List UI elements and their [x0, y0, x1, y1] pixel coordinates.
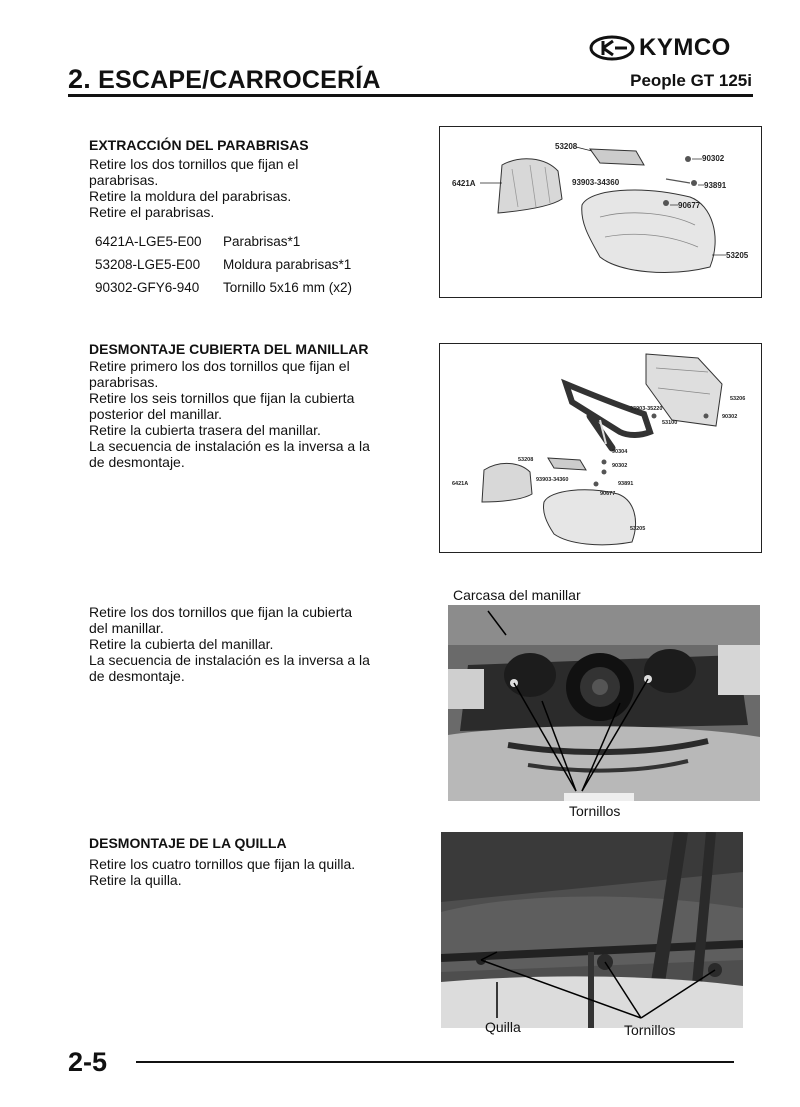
text-line: Retire la cubierta trasera del manillar.: [89, 422, 321, 438]
part-code: 6421A-LGE5-E00: [95, 234, 202, 249]
photo-label-screws: Tornillos: [569, 803, 621, 819]
text-line: Retire los cuatro tornillos que fijan la quilla.: [89, 856, 356, 872]
figure-label: 90677: [678, 201, 701, 210]
photo-label-keel-screws: Tornillos: [624, 1022, 676, 1038]
figure-label: 90302: [612, 463, 628, 469]
figure-label: 90302: [702, 154, 725, 163]
kymco-logo-icon: [589, 35, 635, 61]
photo-label-keel: Quilla: [485, 1019, 521, 1035]
chapter-number: 2.: [68, 64, 91, 94]
photo-label-handlebar-housing: Carcasa del manillar: [453, 587, 581, 603]
figure-label: 53208: [555, 142, 578, 151]
text-line: Retire los seis tornillos que fijan la cubierta: [89, 390, 355, 406]
parts-row: [95, 234, 352, 257]
part-name: Moldura parabrisas*1: [223, 257, 352, 272]
handlebar-photo-art: [448, 605, 760, 801]
brand-name: KYMCO: [639, 34, 731, 61]
part-name: Tornillo 5x16 mm (x2): [223, 280, 353, 295]
part-code: 53208-LGE5-E00: [95, 257, 201, 272]
chapter-title: [68, 64, 381, 95]
figure-label: 53208: [518, 457, 534, 463]
figure-label: 93891: [704, 181, 727, 190]
text-line: Retire la moldura del parabrisas.: [89, 188, 292, 204]
kymco-logo: [589, 34, 731, 62]
part-name: Parabrisas*1: [223, 234, 301, 249]
figure-label: 53205: [630, 526, 646, 532]
keel-photo: [441, 832, 743, 1028]
figure-label: 53205: [726, 251, 749, 260]
windshield-exploded-diagram: [439, 126, 762, 298]
parts-row: [95, 280, 352, 303]
figure-label: 53100: [662, 420, 678, 426]
page-number: 2-5: [68, 1047, 108, 1077]
text-line: La secuencia de instalación es la inversa a la: [89, 438, 370, 454]
figure-label: 93903-34360: [536, 477, 569, 483]
footer-divider: [136, 1061, 734, 1063]
keel-photo-art: [441, 832, 743, 1028]
text-line: de desmontaje.: [89, 454, 185, 470]
figure-label: 6421A: [452, 481, 469, 487]
figure-label: 90677: [600, 491, 616, 497]
parts-row: [95, 257, 352, 280]
figure-label: 93903-35220: [630, 406, 663, 412]
text-line: de desmontaje.: [89, 668, 185, 684]
text-line: posterior del manillar.: [89, 406, 223, 422]
text-line: Retire los dos tornillos que fijan el: [89, 156, 299, 172]
section-heading-handlebar-cover: DESMONTAJE CUBIERTA DEL MANILLAR: [89, 341, 369, 357]
text-line: Retire la cubierta del manillar.: [89, 636, 274, 652]
figure-label: 53206: [730, 396, 746, 402]
figure-label: 90304: [612, 449, 628, 455]
text-line: parabrisas.: [89, 374, 159, 390]
section-text-keel: [89, 856, 355, 888]
section-text-handlebar-housing: [89, 604, 370, 684]
figure-label: 90302: [722, 414, 738, 420]
figure-label: 93891: [618, 481, 634, 487]
text-line: La secuencia de instalación es la inversa a la: [89, 652, 370, 668]
section-heading-windshield: EXTRACCIÓN DEL PARABRISAS: [89, 137, 309, 153]
section-heading-keel: DESMONTAJE DE LA QUILLA: [89, 835, 287, 851]
figure-label: 93903-34360: [572, 178, 620, 187]
chapter-name: ESCAPE/CARROCERÍA: [98, 66, 381, 94]
text-line: del manillar.: [89, 620, 164, 636]
section-text-handlebar-cover: [89, 358, 370, 470]
handlebar-photo: [448, 605, 760, 801]
section-text-windshield: [89, 156, 298, 220]
header-divider: [68, 94, 753, 97]
text-line: Retire el parabrisas.: [89, 204, 215, 220]
figure-label: 6421A: [452, 179, 476, 188]
text-line: parabrisas.: [89, 172, 159, 188]
handlebar-exploded-diagram: [439, 343, 762, 553]
handlebar-diagram-art: [440, 344, 761, 552]
model-name: People GT 125i: [630, 71, 752, 90]
text-line: Retire la quilla.: [89, 872, 182, 888]
text-line: Retire los dos tornillos que fijan la cubierta: [89, 604, 353, 620]
part-code: 90302-GFY6-940: [95, 280, 200, 295]
parts-list: [95, 234, 352, 303]
text-line: Retire primero los dos tornillos que fijan el: [89, 358, 350, 374]
windshield-diagram-art: [440, 127, 761, 297]
